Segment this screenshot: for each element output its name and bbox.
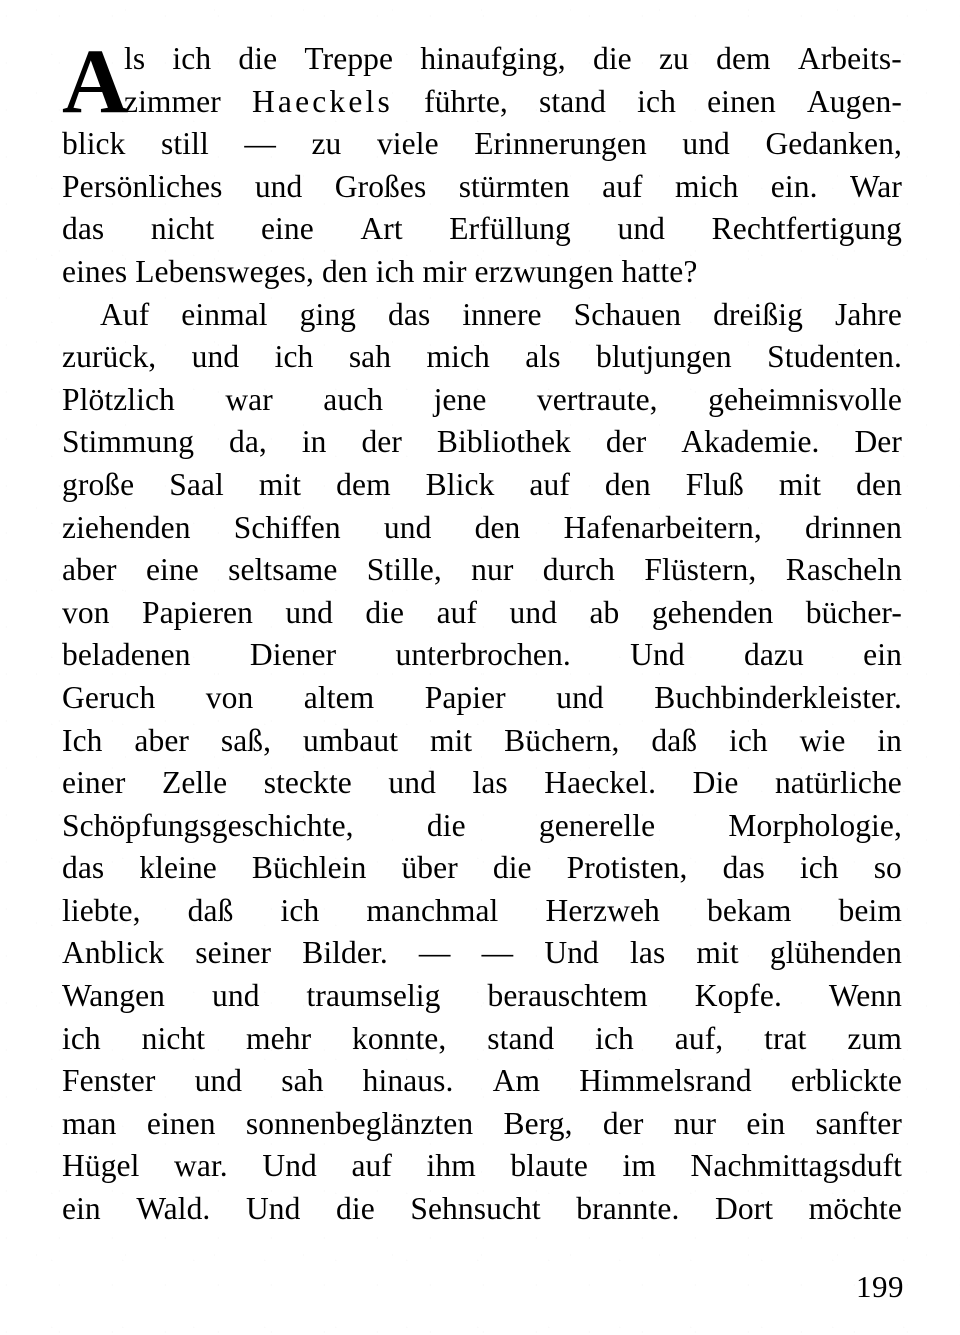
text-line [62,1103,902,1146]
word: auf [436,594,478,630]
word: sah [281,1063,324,1099]
word: mit [429,722,473,758]
word: und [212,978,260,1014]
word: Kopfe. [694,978,782,1014]
em-dash: — [244,126,276,162]
word: der [605,424,647,460]
word: und [509,594,558,630]
text-line [62,421,902,464]
word: Studenten. [767,339,902,375]
word: eines [62,253,128,289]
word: mich [675,168,739,204]
word: beladenen [62,637,191,673]
word: Treppe [304,41,394,76]
word: durch [542,552,616,588]
word: über [401,850,458,886]
word: der [602,1105,644,1141]
word: Bibliothek [436,424,571,460]
dropcap-letter: A [62,30,129,132]
word: den [321,253,368,289]
word: unterbrochen. [395,637,571,673]
word: Nachmittagsduft [690,1148,902,1184]
word: Schiffen [233,509,341,545]
word: Arbeits- [797,41,902,76]
word: einen [707,83,776,119]
text-line [62,762,902,805]
word: umbaut [302,722,399,758]
word: mit [778,466,822,502]
word: Und [630,637,685,673]
word: ls [124,41,146,76]
word: mit [258,466,302,502]
word: Wald. [136,1191,211,1227]
word: Erfüllung [449,211,571,247]
word: natürliche [774,765,902,801]
word: und [191,339,240,375]
word: so [873,850,902,886]
text-line [62,294,902,337]
text-line [62,720,902,763]
word: Großes [334,168,427,204]
page-text-block [62,30,902,1231]
word: ein. [770,168,818,204]
word: Haeckel. [544,765,657,801]
text-line [62,592,902,635]
word: still [161,126,209,162]
text-line [62,336,902,379]
word: das [62,211,105,247]
paragraph-2 [62,294,902,1231]
space [314,251,322,294]
word: und [285,594,333,630]
word: Art [360,211,403,247]
word: Persönliches [62,168,223,204]
word: gehenden [651,594,774,630]
text-line [62,251,902,294]
word: auf [351,1148,392,1184]
word: Am [492,1063,541,1099]
word: saß, [220,722,272,758]
word: stürmten [458,168,570,204]
word: Herzweh [545,892,660,928]
word: Lebensweges, [135,253,314,289]
word: da, [229,424,267,460]
word: ich [595,1020,634,1056]
word: jene [433,381,487,417]
word: auf [529,466,570,502]
text-line [62,1188,902,1231]
word: War [849,168,902,204]
word: blaute [510,1148,588,1184]
word: Geruch [62,679,156,715]
space [467,251,475,294]
word: die [336,1191,375,1227]
word: ich [637,83,676,119]
word: und [383,509,432,545]
word: glühenden [769,935,902,971]
word: als [525,339,561,375]
word: von [62,594,110,630]
word: daß [187,892,234,928]
word: zimmer [124,83,221,119]
word: zum [847,1020,902,1056]
word: führte, [424,83,508,119]
word: Akademie. [681,424,820,460]
word: aber [62,552,117,588]
word: dreißig [713,296,803,332]
word: ich [62,1020,101,1056]
word: Stimmung [62,424,195,460]
word: mehr [246,1020,312,1056]
word: Protisten, [566,850,688,886]
word: daß [651,722,698,758]
word: das [62,850,105,886]
word: Erinnerungen [474,126,647,162]
word: sanfter [815,1105,902,1141]
word: ich [799,850,839,886]
word: einer [62,765,126,801]
word: Gedanken, [765,126,902,162]
text-line [62,975,902,1018]
word: den [856,466,902,502]
word: Rascheln [785,552,902,588]
word: berauschtem [487,978,648,1014]
word: man [62,1105,117,1141]
word: Dort [714,1191,774,1227]
word: auf [602,168,643,204]
text-line [62,805,902,848]
word: möchte [808,1191,902,1227]
word: erzwungen [474,253,614,289]
word: wie [799,722,846,758]
word: kleine [139,850,217,886]
word: Büchlein [251,850,367,886]
word: vertraute, [536,381,658,417]
word: große [62,466,135,502]
word: und [388,765,436,801]
word: Anblick [62,935,165,971]
word: erblickte [790,1063,902,1099]
word: und [194,1063,243,1099]
word: die [238,41,278,76]
word: Jahre [835,296,902,332]
word: nur [471,552,514,588]
word: Der [854,424,902,460]
word: Stille, [366,552,442,588]
space [614,251,622,294]
word: Fluß [685,466,744,502]
word: nicht [150,211,215,247]
text-line [62,1145,902,1188]
word: die [492,850,532,886]
word: aber [134,722,189,758]
word: Ich [62,722,103,758]
word: Morphologie, [728,807,902,843]
word: im [622,1148,656,1184]
word: seltsame [228,552,338,588]
word: von [205,679,254,715]
word: dazu [744,637,804,673]
word: steckte [263,765,352,801]
word: die [426,807,466,843]
word: das [388,296,431,332]
space [415,251,423,294]
text-line [62,379,902,422]
word: Berg, [503,1105,573,1141]
text-line [62,847,902,890]
text-line [62,38,902,81]
word: dem [716,41,771,76]
word: einmal [181,296,268,332]
word: Zelle [161,765,228,801]
text-line [62,1060,902,1103]
word: Schöpfungsgeschichte, [62,807,354,843]
word: generelle [538,807,656,843]
paragraph-1 [62,30,902,294]
word: Himmelsrand [579,1063,752,1099]
page-number: 199 [856,1269,904,1304]
word: blutjungen [595,339,732,375]
word: ein [863,637,902,673]
text-line [62,634,902,677]
word: ziehenden [62,509,191,545]
word: in [877,722,902,758]
word: Wenn [828,978,902,1014]
word: nicht [141,1020,206,1056]
space [368,251,376,294]
word: ich [729,722,768,758]
word: Saal [169,466,224,502]
word: sonnenbeglänzten [245,1105,474,1141]
word: stand [539,83,607,119]
word: Papier [424,679,506,715]
word: ab [589,594,620,630]
word: und [556,679,604,715]
text-line [62,464,902,507]
word: las [472,765,508,801]
word: trat [764,1020,807,1056]
word: seiner [195,935,272,971]
text-line [62,123,902,166]
text-line [62,166,902,209]
word: ich [172,41,212,76]
word: Buchbinderkleister. [654,679,902,715]
word: Hafenarbeitern, [563,509,762,545]
word: den [604,466,651,502]
word: zu [311,126,342,162]
word: ich [280,892,320,928]
word: innere [462,296,542,332]
word: Blick [425,466,495,502]
word: war. [174,1148,228,1184]
word: ein [746,1105,786,1141]
word: Hügel [62,1148,140,1184]
text-line [62,208,902,251]
text-line [62,890,902,933]
text-line [62,507,902,550]
word: stand [487,1020,555,1056]
word: Büchern, [504,722,620,758]
word: Augen- [806,83,902,119]
word: bücher- [805,594,902,630]
word: Rechtfertigung [711,211,902,247]
word: Diener [249,637,337,673]
word: Auf [100,296,150,332]
word: eine [260,211,314,247]
word: Wangen [62,978,166,1014]
word: mich [426,339,490,375]
word: Bilder. [302,935,388,971]
word: in [301,424,327,460]
word: auf, [674,1020,724,1056]
word: hinaufging, [420,41,566,76]
word: und [617,211,666,247]
word: zu [658,41,689,76]
word: Und [262,1148,317,1184]
word: bekam [706,892,792,928]
text-line [62,1018,902,1061]
word: ging [299,296,357,332]
word: hinaus. [362,1063,454,1099]
word: hatte? [621,253,698,289]
word: beim [838,892,902,928]
word: den [474,509,521,545]
space [127,251,135,294]
word: Und [245,1191,301,1227]
dropcap-container [62,30,129,132]
em-dash: — [481,935,514,971]
text-line [62,677,902,720]
word: viele [376,126,439,162]
word: dem [336,466,391,502]
word: konnte, [352,1020,447,1056]
word: ich [274,339,314,375]
text-line [62,81,902,124]
word: die [592,41,632,76]
word: Fenster [62,1063,156,1099]
word: ein [62,1191,101,1227]
word: las [630,935,666,971]
word: drinnen [805,509,902,545]
word: und [254,168,303,204]
em-dash: — [418,935,451,971]
word: Sehnsucht [410,1191,541,1227]
word: mir [422,253,467,289]
word: ihm [426,1148,476,1184]
word: sah [348,339,392,375]
text-line [62,549,902,592]
word: einen [146,1105,216,1141]
word: Plötzlich [62,381,175,417]
word: brannte. [576,1191,680,1227]
word: eine [145,552,199,588]
word: Papieren [141,594,253,630]
word: und [682,126,730,162]
word: Die [692,765,739,801]
word: ich [375,253,415,289]
word: nur [673,1105,717,1141]
word: war [225,381,273,417]
word: geheimnisvolle [708,381,902,417]
word: manchmal [366,892,499,928]
word: blick [62,126,126,162]
word: Schauen [573,296,682,332]
word: die [365,594,405,630]
word: traumselig [306,978,441,1014]
word: der [361,424,402,460]
word: mit [696,935,739,971]
word: das [722,850,765,886]
text-line [62,932,902,975]
word: zurück, [62,339,157,375]
word: auch [323,381,384,417]
word: Und [544,935,599,971]
word-emphasized-haeckels: Haeckels [251,83,393,119]
word: Flüstern, [644,552,757,588]
word: liebte, [62,892,141,928]
word: altem [303,679,375,715]
